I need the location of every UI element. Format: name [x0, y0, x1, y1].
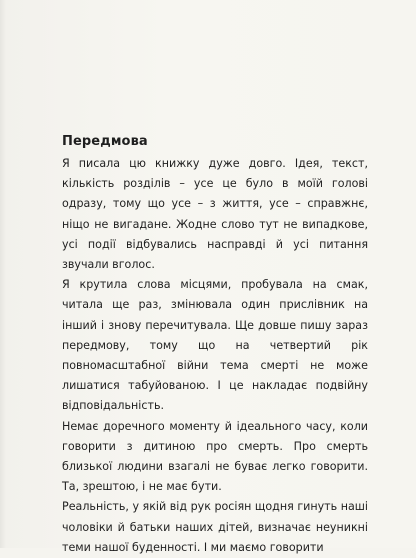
paragraph-4: Реальність, у якій від рук росіян щодня гинуть наші чоловіки й батьки наших дітей, визначає неуникні теми нашої буденності. І ми маємо говорити — [62, 500, 368, 554]
page-edge-shadow — [0, 0, 6, 548]
paragraph-3: Немає доречного моменту й ідеального часу, коли говорити з дитиною про смерть. Про смерть близької людини взагалі не буває легко говорити. Та, зрештою, і не має бути. — [62, 419, 368, 494]
page-content — [62, 133, 368, 558]
paragraph-1: Я писала цю книжку дуже довго. Ідея, текст, кількість розділів – усе це було в моїй голові одразу, тому що усе – з життя, усе – справжнє, ніщо не вигадане. Жодне слово тут не випадкове, усі події відбувались насправді й усі питання звучали вголос. — [62, 157, 368, 272]
paragraph-2: Я крутила слова місцями, пробувала на смак, читала ще раз, змінювала один прислівник на інший і знову перечитувала. Ще довше пишу зараз передмову, тому що на четвертий рік повномасштабної війни тема смерті не може лишатися табуйованою. І це накладає подвійну відповідальність. — [62, 278, 368, 413]
chapter-heading: Передмова — [62, 134, 148, 149]
